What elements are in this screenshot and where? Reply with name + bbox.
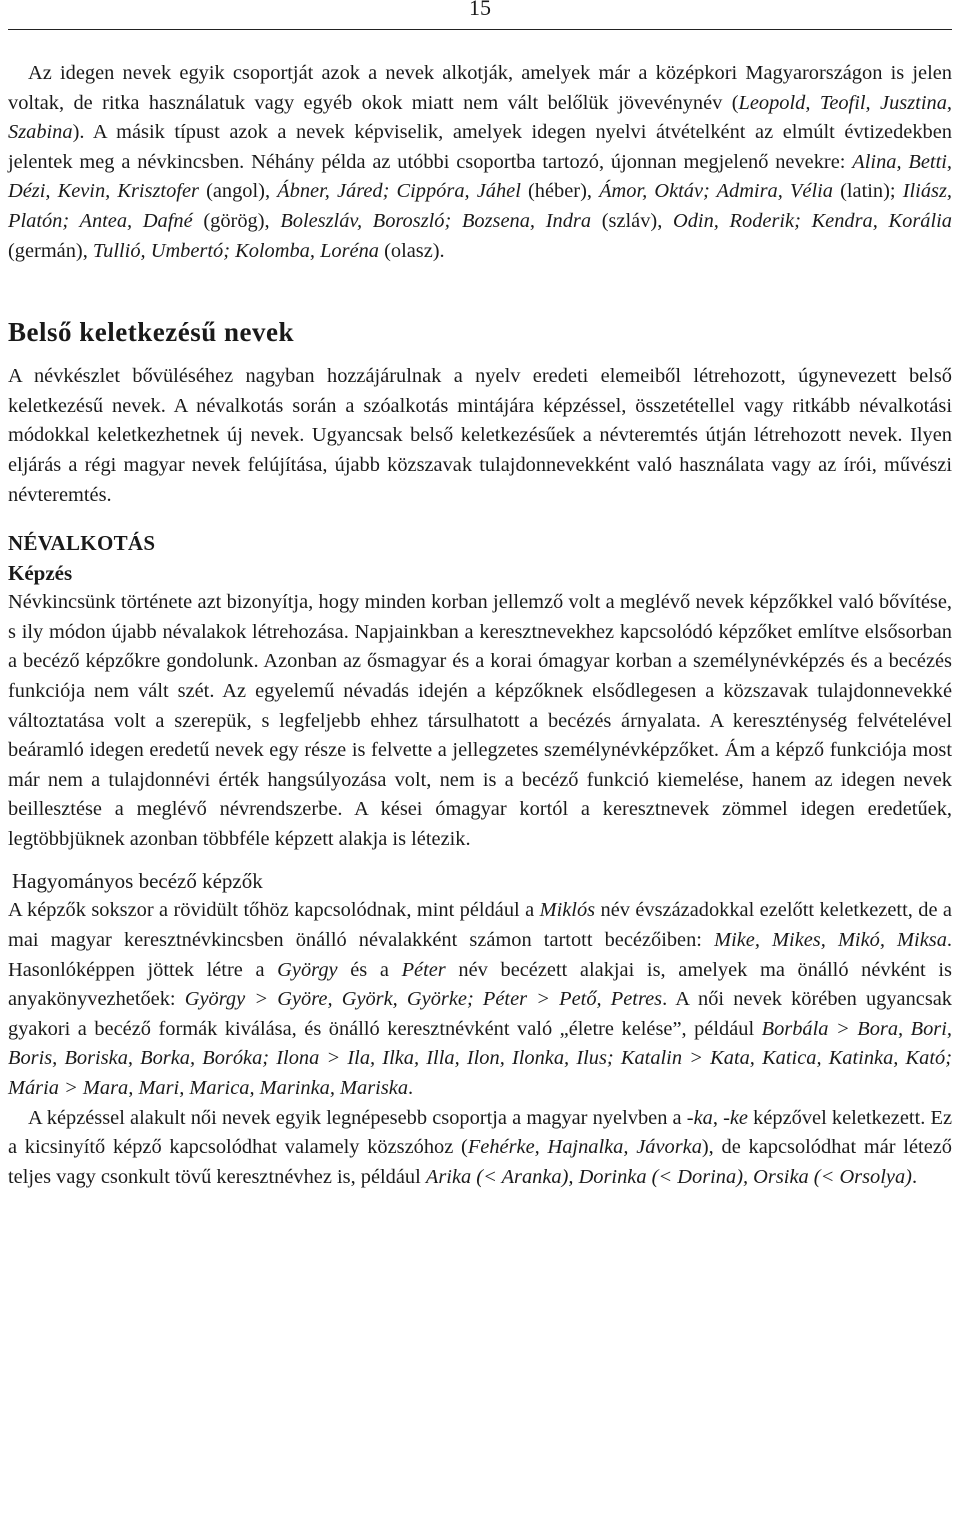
subheading-hagyomanyos: Hagyományos becéző képzők (12, 869, 263, 894)
section-heading-belso: Belső keletkezésű nevek (8, 317, 294, 348)
belso-paragraph: A névkészlet bővüléséhez nagyban hozzájárulnak a nyelv eredeti elemeiből létrehozott, úgynevezett belső keletkezésű nevek. A névalkotás során a szóalkotás mintájára képzéssel, összetétellel vagy ritkább névalkotási módokkal keletkezhetnek új nevek. Ugyancsak belső keletkezésűek a névteremtés útján létrehozott nevek. Ilyen eljárás a régi magyar nevek felújítása, újabb közszavak tulajdonnevekként való használata vagy az írói, művészi névteremtés. (8, 365, 952, 506)
names-feherke: Fehérke, Hajnalka, Jávorka (467, 1136, 702, 1159)
hagy-text-b: név évszázadokkal ezelőtt keletkezett, de a mai magyar keresztnévkincsben önálló névalakként számon tartott becézőiben: (8, 899, 952, 952)
suffix-ka: -ka (686, 1106, 713, 1129)
szlav-label: (szláv), (591, 209, 673, 232)
intro-paragraph (8, 59, 952, 266)
suffix-ke: -ke (723, 1106, 748, 1129)
olasz-label: (olasz). (378, 239, 445, 262)
page-content (8, 59, 952, 1192)
hagy-text-a: A képzők sokszor a rövidült tőhöz kapcsolódnak, mint például a (8, 899, 540, 922)
hagy2-text-a: A képzéssel alakult női nevek egyik legnépesebb csoportja a magyar nyelvben a (28, 1106, 687, 1129)
hagyomanyos-paragraph-1 (8, 896, 952, 1103)
hagy2-text-c: ), de kapcsolódhat már létező teljes vagy csonkult tövű keresztnévhez is, például (8, 1136, 952, 1188)
section-heading-nevalkotas: NÉVALKOTÁS (8, 531, 156, 556)
hagy-text-d: és a (337, 958, 402, 981)
heber-names: Ábner, Járed; Cippóra, Jáhel (277, 180, 521, 203)
olasz-names: Tullió, Umbertó; Kolomba, Loréna (92, 239, 379, 262)
hagy-text-e: név becézett alakjai is, amelyek ma önálló névként is anyakönyvezhetőek: (8, 958, 952, 1011)
intro-text-2: ). A másik típust azok a nevek képviselik, amelyek idegen nyelvi átvételként az elmúlt évtizedekben jelentek meg a névkincsben. Néhány példa az utóbbi csoportba tartozó, újonnan megjelenő nevekre: (8, 121, 952, 173)
hagy2-text-d: . (911, 1165, 918, 1188)
intro-names-1: Leopold, Teofil, Jusztina, Szabina (8, 91, 952, 144)
names-arika: Arika (< Aranka), Dorinka (< Dorina), Orsika (< Orsolya) (425, 1165, 912, 1188)
header-rule (8, 29, 952, 30)
angol-names: Alina, Betti, Dézi, Kevin, Krisztofer (8, 150, 952, 203)
name-gyorgy: György (277, 958, 338, 981)
szlav-names: Boleszláv, Boroszló; Bozsena, Indra (280, 209, 592, 232)
gorog-names: Iliász, Platón; Antea, Dafné (8, 180, 952, 232)
kepzes-paragraph: Névkincsünk története azt bizonyítja, hogy minden korban jellemző volt a meglévő nevek képzőkkel való bővítése, s ily módon újabb névalakok létrehozása. Napjainkban a keresztnevekhez kapcsolódó képzőket említve elsősorban a becéző képzőkre gondolunk. Azonban az ősmagyar és a korai ómagyar korban a személynévképzés és a becézés funkciója nem vált szét. Az egyelemű névadás idején a képzőknek elsődlegesen a közszavak tulajdonnevekké változtatása volt a szerepük, s legfeljebb ehhez társulhatott a becézés árnyalata. A kereszténység felvételével beáramló idegen eredetű nevek egy része is felvette a jellegzetes személynévképzőket. Ám a képző funkciója most már nem a tulajdonnévi érték hangsúlyozása volt, nem is a becéző funkció kiemelése, hanem az idegen nevek beillesztése a meglévő névrendszerbe. A kései ómagyar kortól a keresztnevek zömmel idegen eredetűek, legtöbbjüknek azonban többféle képzett alakja is létezik. (8, 591, 952, 850)
examples-gyorgy-peter: György > Györe, Györk, Györke; Péter > Pető, Petres (184, 988, 663, 1011)
intro-text-1: Az idegen nevek egyik csoportját azok a nevek alkotják, amelyek már a középkori Magyarországon is jelen voltak, de ritka használatuk vagy egyéb okok miatt nem vált belőlük jövevénynév ( (8, 62, 952, 114)
german-label: (germán), (8, 239, 93, 262)
hagy-text-f: . A női nevek körében ugyancsak gyakori a becéző formák kiválása, és önálló keresztnévként való „életre kelése”, például (8, 988, 953, 1040)
hagyomanyos-paragraph-2 (8, 1104, 952, 1193)
latin-names: Ámor, Oktáv; Admira, Vélia (599, 180, 833, 203)
german-names: Odin, Roderik; Kendra, Korália (672, 209, 952, 232)
examples-female-names: Borbála > Bora, Bori, Boris, Boriska, Borka, Boróka; Ilona > Ila, Ilka, Illa, Ilon, Ilonka, Ilus; Katalin > Kata, Katica, Katinka, Kató; Mária > Mara, Mari, Marica, Marinka, Mariska (8, 1017, 952, 1100)
angol-label: (angol), (198, 180, 278, 203)
hagy2-sep: , (712, 1106, 724, 1129)
gorog-label: (görög), (192, 209, 281, 232)
latin-label: (latin); (832, 180, 903, 203)
names-mike: Mike, Mikes, Mikó, Miksa (714, 929, 947, 952)
hagy-text-g: . (408, 1077, 414, 1100)
hagy-text-c: . Hasonlóképpen jöttek létre a (8, 929, 952, 981)
page-number: 15 (469, 0, 491, 20)
heber-label: (héber), (520, 180, 600, 203)
hagy2-text-b: képzővel keletkezett. Ez a kicsinyítő képző kapcsolódhat valamely közszóhoz ( (8, 1106, 953, 1159)
name-peter: Péter (401, 958, 446, 981)
subheading-kepzes: Képzés (8, 561, 73, 586)
name-miklos: Miklós (539, 899, 596, 922)
